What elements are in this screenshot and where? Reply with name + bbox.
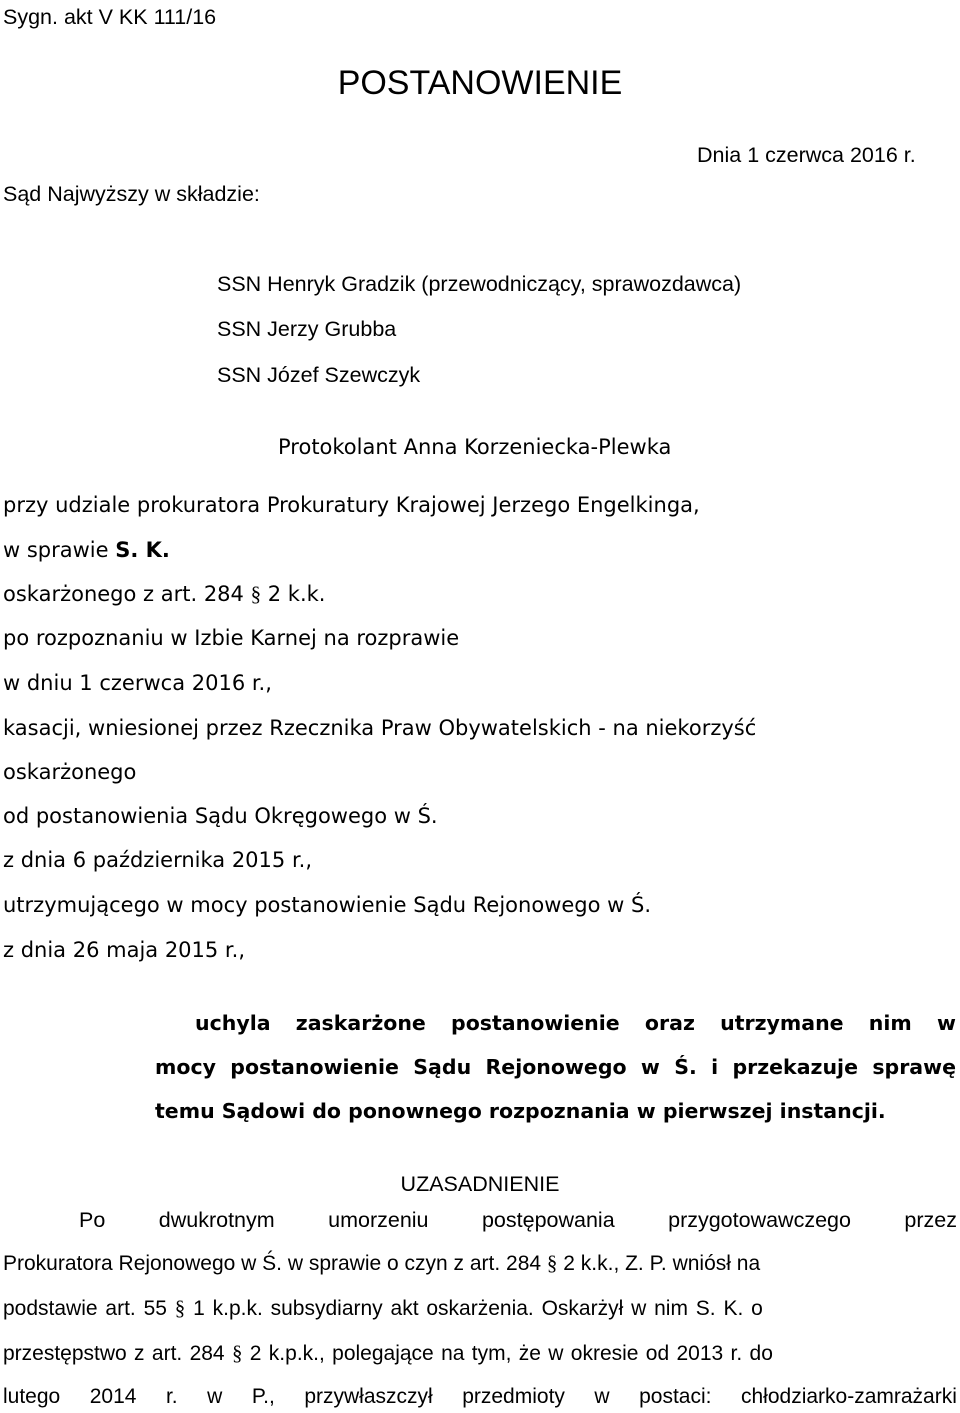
judge-presiding: SSN Henryk Gradzik (przewodniczący, sprawozdawca) [217, 272, 742, 296]
paragraph-sign: § [250, 582, 262, 606]
ruling-word: postanowienie [451, 1011, 620, 1035]
ruling-word: Rejonowego [485, 1055, 627, 1079]
justification-text: 2 k.k., Z. P. wniósł na [557, 1252, 761, 1275]
justification-word: umorzeniu [328, 1208, 429, 1232]
paragraph-sign: § [231, 1341, 243, 1365]
justification-text: Prokuratora Rejonowego w Ś. w sprawie o czyn z art. 284 [3, 1252, 547, 1275]
court-clerk: Protokolant Anna Korzeniecka-Plewka [278, 435, 672, 459]
ruling-line-1 [195, 1010, 956, 1036]
ruling-word: przekazuje [732, 1055, 858, 1079]
justification-word: dwukrotnym [158, 1208, 275, 1232]
hearing-date: w dniu 1 czerwca 2016 r., [3, 671, 272, 695]
justification-word: P., [251, 1385, 275, 1408]
ruling-word: postanowienie [230, 1055, 399, 1079]
upheld-decision-date: z dnia 26 maja 2015 r., [3, 938, 245, 962]
justification-word: r. [165, 1385, 178, 1408]
ruling-line-2 [155, 1054, 956, 1080]
justification-heading: UZASADNIENIE [400, 1172, 560, 1196]
justification-text: przestępstwo z art. 284 [3, 1342, 232, 1365]
ruling-word: w [936, 1011, 956, 1035]
ruling-word: zaskarżone [295, 1011, 426, 1035]
prosecutor-line: przy udziale prokuratora Prokuratury Krajowej Jerzego Engelkinga, [3, 493, 700, 517]
justification-line-1 [79, 1207, 957, 1233]
appealed-decision-date: z dnia 6 października 2015 r., [3, 848, 313, 872]
appeal-line: kasacji, wniesionej przez Rzecznika Praw Obywatelskich - na niekorzyść [3, 716, 757, 740]
paragraph-sign: § [174, 1296, 186, 1320]
justification-word: lutego [3, 1385, 61, 1408]
justification-text: podstawie art. 55 [3, 1297, 175, 1320]
justification-line-3 [3, 1295, 763, 1322]
justification-text: 1 k.p.k. subsydiarny akt oskarżenia. Oskarżył w nim S. K. o [185, 1297, 763, 1320]
document-title: POSTANOWIENIE [337, 64, 623, 102]
upheld-decision: utrzymującego w mocy postanowienie Sądu Rejonowego w Ś. [3, 893, 651, 917]
judge-second: SSN Jerzy Grubba [217, 317, 397, 341]
accused-charge-start: oskarżonego z art. 284 [3, 582, 251, 606]
justification-word: postępowania [481, 1208, 615, 1232]
ruling-word: uchyla [195, 1011, 271, 1035]
appealed-decision: od postanowienia Sądu Okręgowego w Ś. [3, 804, 438, 828]
accused-charge [3, 581, 325, 607]
accused-charge-end: 2 k.k. [261, 582, 326, 606]
case-line [3, 537, 170, 563]
ruling-word: utrzymane [720, 1011, 844, 1035]
ruling-word: w [640, 1055, 660, 1079]
justification-line-2 [3, 1250, 760, 1277]
case-signature: Sygn. akt V KK 111/16 [3, 5, 217, 29]
justification-word: Po [79, 1208, 106, 1232]
justification-word: chłodziarko-zamrażarki [741, 1385, 957, 1408]
paragraph-sign: § [546, 1251, 558, 1275]
ruling-word: Ś. [674, 1055, 697, 1079]
ruling-word: Sądu [413, 1055, 472, 1079]
justification-word: postaci: [639, 1385, 712, 1408]
accused-name: S. K. [115, 538, 170, 562]
ruling-word: mocy [155, 1055, 216, 1079]
hearing-line: po rozpoznaniu w Izbie Karnej na rozprawie [3, 626, 460, 650]
judge-third: SSN Józef Szewczyk [217, 363, 421, 387]
court-composition-label: Sąd Najwyższy w składzie: [3, 182, 260, 206]
justification-word: przygotowawczego [668, 1208, 851, 1232]
justification-word: 2014 [89, 1385, 137, 1408]
ruling-word: i [711, 1055, 719, 1079]
ruling-word: oraz [644, 1011, 695, 1035]
justification-word: w [207, 1385, 223, 1408]
justification-line-4 [3, 1340, 773, 1367]
justification-line-5 [3, 1384, 957, 1410]
justification-text: 2 k.p.k., polegające na tym, że w okresie od 2013 r. do [242, 1342, 773, 1365]
justification-word: przedmioty [462, 1385, 565, 1408]
ruling-date: Dnia 1 czerwca 2016 r. [697, 143, 916, 167]
justification-word: przez [904, 1208, 957, 1232]
justification-word: w [594, 1385, 610, 1408]
case-prefix: w sprawie [3, 538, 116, 562]
justification-word: przywłaszczył [304, 1385, 433, 1408]
ruling-word: sprawę [872, 1055, 956, 1079]
ruling-word: nim [868, 1011, 912, 1035]
appeal-continuation: oskarżonego [3, 760, 137, 784]
ruling-line-3: temu Sądowi do ponownego rozpoznania w pierwszej instancji. [155, 1099, 886, 1123]
